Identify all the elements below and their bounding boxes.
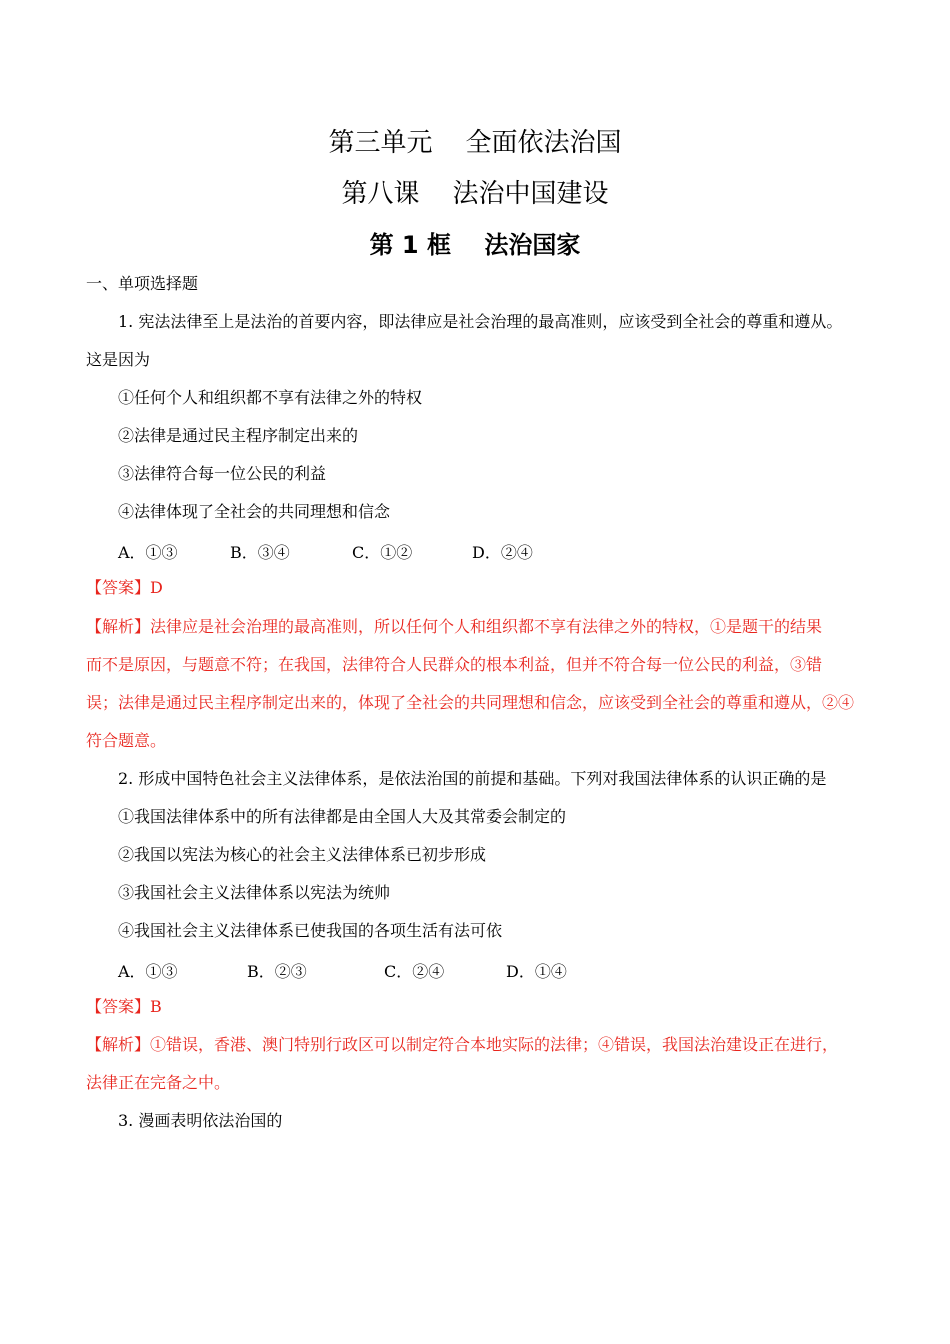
question-2-analysis-line: 【解析】①错误，香港、澳门特别行政区可以制定符合本地实际的法律；④错误，我国法治建设正在进行， [86,1035,839,1054]
question-1-analysis-line: 符合题意。 [86,731,167,750]
question-2-option-b: B．②③ [247,962,307,981]
frame-title: 第 1 框 法治国家 [369,231,581,259]
question-1-stem: 1. 宪法法律至上是法治的首要内容，即法律应是社会治理的最高准则，应该受到全社会的尊重和遵从。 [118,312,843,331]
question-2-statement: ①我国法律体系中的所有法律都是由全国人大及其常委会制定的 [118,807,567,826]
question-2-statement: ②我国以宪法为核心的社会主义法律体系已初步形成 [118,845,487,864]
question-2-option-c: C．②④ [384,962,445,981]
question-2-stem: 2. 形成中国特色社会主义法律体系，是依法治国的前提和基础。下列对我国法律体系的认识正确的是 [118,769,827,788]
question-2-option-d: D．①④ [506,962,567,981]
question-3-stem: 3. 漫画表明依法治国的 [118,1111,283,1130]
question-2-option-a: A．①③ [118,962,178,981]
question-2-analysis-line: 法律正在完备之中。 [86,1073,231,1092]
question-1-answer: 【答案】D [86,578,163,597]
question-1-statement: ②法律是通过民主程序制定出来的 [118,426,359,445]
question-1-option-c: C．①② [352,543,413,562]
lesson-title: 第八课 法治中国建设 [341,179,609,209]
unit-title: 第三单元 全面依法治国 [328,128,622,158]
question-2-statement: ④我国社会主义法律体系已使我国的各项生活有法可依 [118,921,503,940]
question-1-option-a: A．①③ [118,543,178,562]
question-2-statement: ③我国社会主义法律体系以宪法为统帅 [118,883,391,902]
section-heading: 一、单项选择题 [86,274,199,293]
question-1-stem-continued: 这是因为 [86,350,151,369]
question-1-analysis-line: 而不是原因，与题意不符；在我国，法律符合人民群众的根本利益，但并不符合每一位公民的利益，③错 [86,655,823,674]
question-2-answer: 【答案】B [86,997,162,1016]
question-1-statement: ①任何个人和组织都不享有法律之外的特权 [118,388,423,407]
question-1-option-b: B．③④ [230,543,290,562]
question-1-analysis-line: 【解析】法律应是社会治理的最高准则，所以任何个人和组织都不享有法律之外的特权，①是题干的结果 [86,617,823,636]
question-1-statement: ④法律体现了全社会的共同理想和信念 [118,502,391,521]
question-1-statement: ③法律符合每一位公民的利益 [118,464,327,483]
question-1-option-d: D．②④ [472,543,533,562]
question-1-analysis-line: 误；法律是通过民主程序制定出来的，体现了全社会的共同理想和信念，应该受到全社会的尊重和遵从，②④ [86,693,855,712]
